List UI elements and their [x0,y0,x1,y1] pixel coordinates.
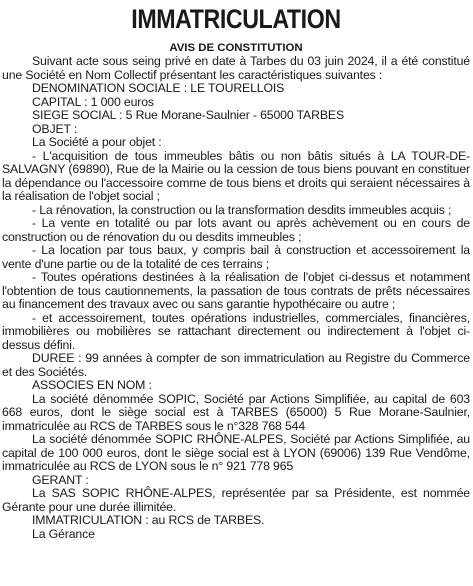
partners-heading: ASSOCIES EN NOM : [32,378,152,393]
intro-paragraph: Suivant acte sous seing privé en date à Tarbes du 03 juin 2024, il a été constitué une Société en Nom Collectif présentant les caractéristiques suivantes : [2,54,470,82]
partner-sopic: La société dénommée SOPIC, Société par Actions Simplifiée, au capital de 603 668 euros, dont le siège social est à TARBES (65000) 5 Rue Morane-Saulnier, immatriculée au RCS de TARBES sous le n°328 768 544 [2,391,470,433]
object-heading: OBJET : [32,121,78,136]
registered-office-line: SIEGE SOCIAL : 5 Rue Morane-Saulnier - 65000 TARBES [32,108,344,123]
object-item-lease: - La location par tous baux, y compris bail à construction et accessoirement la vente d'une partie ou de la totalité de ces terrains ; [2,243,470,271]
object-intro: La Société a pour objet : [32,135,162,150]
denomination-line: DENOMINATION SOCIALE : LE TOURELLOIS [32,81,285,96]
manager-paragraph: La SAS SOPIC RHÔNE-ALPES, représentée par sa Présidente, est nommée Gérante pour une durée illimitée. [2,486,470,514]
object-item-renovation: - La rénovation, la construction ou la transformation desdits immeubles acquis ; [32,202,452,217]
notice-subtitle: AVIS DE CONSTITUTION [169,42,303,54]
object-item-operations: - Toutes opérations destinées à la réalisation de l'objet ci-dessus et notamment l'obtention de tous cautionnements, la passation de tous contrats de prêts nécessaires au financement des travaux avec ou sans garantie hypothécaire ou autre ; [2,270,470,312]
object-item-accessory: - et accessoirement, toutes opérations industrielles, commerciales, financières, immobilières ou mobilières se rattachant directement ou indirectement à l'objet ci-dessus défini. [2,310,470,352]
registration-line: IMMATRICULATION : au RCS de TARBES. [32,513,265,528]
object-item-sale: - La vente en totalité ou par lots avant ou après achèvement ou en cours de construction ou de rénovation du ou desdits immeubles ; [2,216,470,244]
capital-line: CAPITAL : 1 000 euros [32,94,154,109]
signature-line: La Gérance [32,526,95,541]
notice-body [2,55,470,541]
object-item-acquisition: - L'acquisition de tous immeubles bâtis ou non bâtis situés à LA TOUR-DE-SALVAGNY (69890), Rue de la Mairie ou la cession de tous biens pouvant en constituer la dépendance ou l'accessoire comme de tous biens et droits qui seraient nécessaires à la réalisation de l'objet social ; [2,148,470,204]
manager-heading: GERANT : [32,472,89,487]
duration-paragraph: DUREE : 99 années à compter de son immatriculation au Registre du Commerce et des Sociétés. [2,351,470,379]
notice-title: IMMATRICULATION [131,4,341,34]
partner-sopic-rhone-alpes: La société dénommée SOPIC RHÔNE-ALPES, Société par Actions Simplifiée, au capital de 100 000 euros, dont le siège social est à LYON (69006) 139 Rue Vendôme, immatriculée au RCS de LYON sous le n° 921 778 965 [2,432,470,474]
